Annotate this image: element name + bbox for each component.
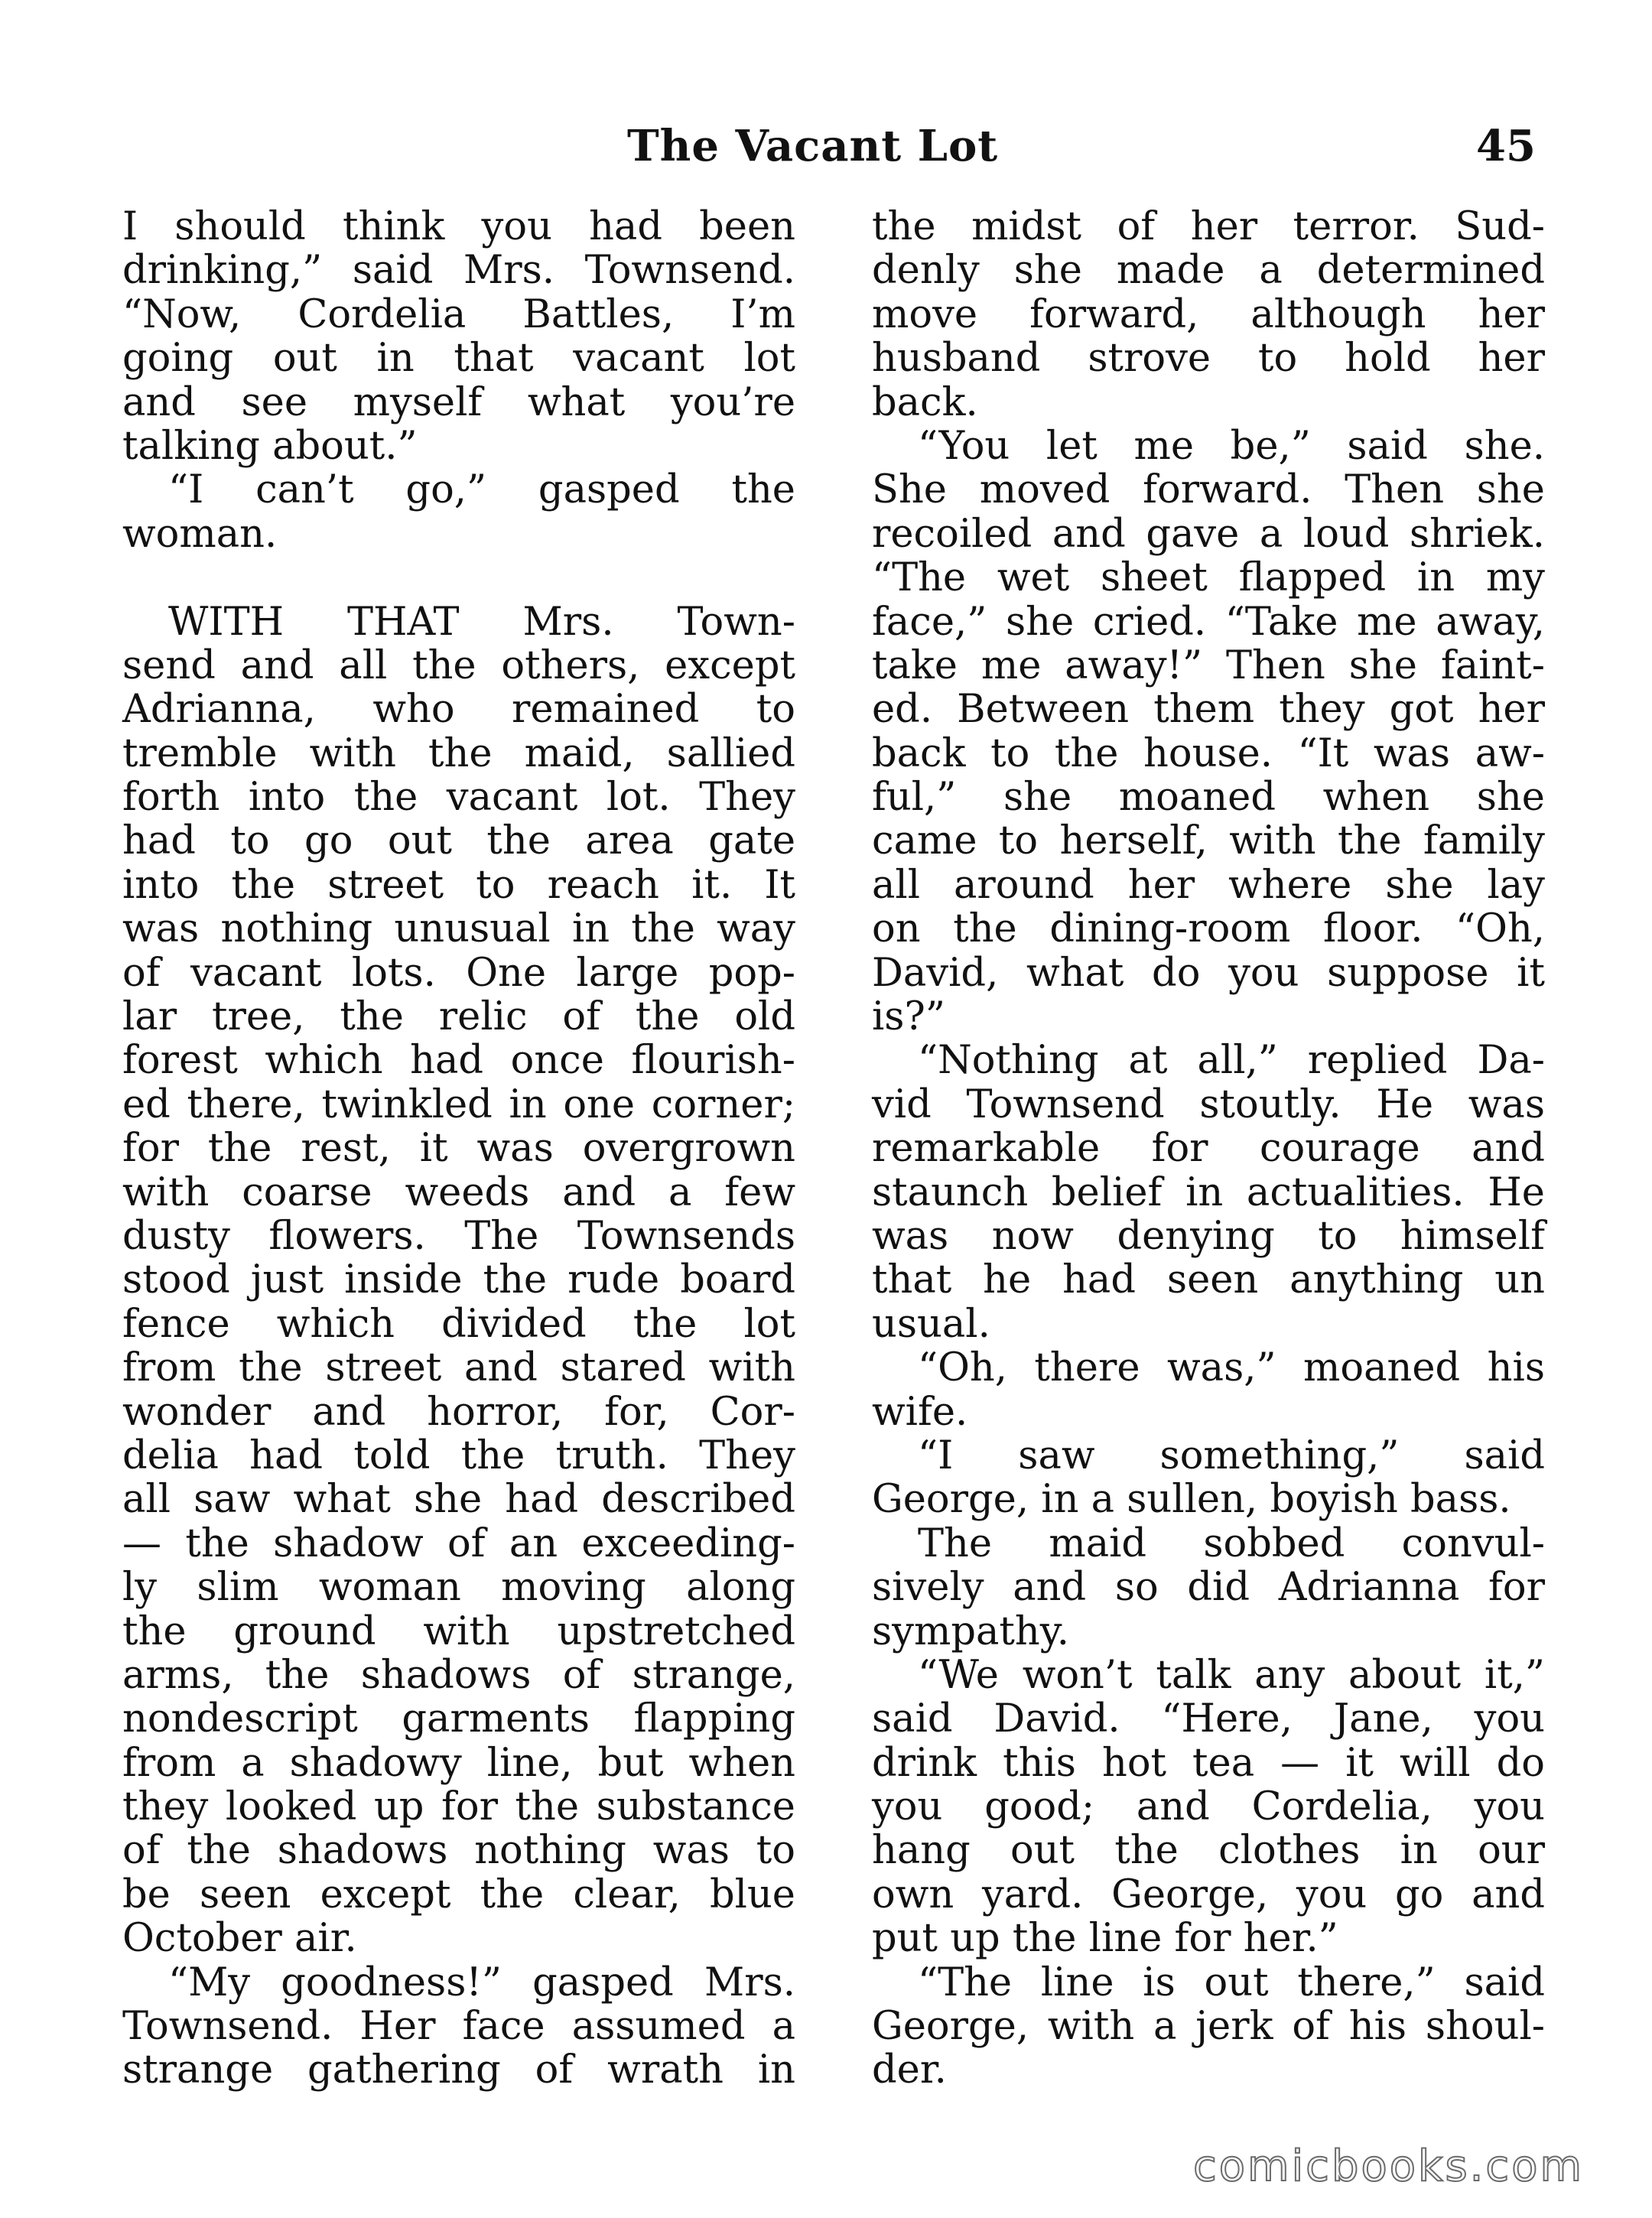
text-line: all saw what she had described xyxy=(122,1477,795,1523)
running-title: The Vacant Lot xyxy=(627,121,999,171)
text-line: drinking,” said Mrs. Townsend. xyxy=(122,248,795,294)
text-line: from a shadowy line, but when xyxy=(122,1740,795,1786)
text-line: from the street and stared with xyxy=(122,1345,795,1391)
text-line: talking about.” xyxy=(122,423,418,469)
text-line: you good; and Cordelia, you xyxy=(872,1784,1545,1830)
text-line: fence which divided the lot xyxy=(122,1301,795,1347)
text-line: wonder and horror, for, Cor- xyxy=(122,1389,795,1435)
text-line: the ground with upstretched xyxy=(122,1608,795,1654)
text-line: usual. xyxy=(872,1301,990,1347)
text-line: “Oh, there was,” moaned his xyxy=(918,1345,1545,1391)
text-line: George, with a jerk of his shoul- xyxy=(872,2004,1545,2050)
text-line: of vacant lots. One large pop- xyxy=(122,950,795,996)
text-line: face,” she cried. “Take me away, xyxy=(872,599,1545,645)
text-line: going out in that vacant lot xyxy=(122,336,795,382)
text-line: strange gathering of wrath in xyxy=(122,2047,795,2093)
text-line: October air. xyxy=(122,1916,357,1962)
text-line: recoiled and gave a loud shriek. xyxy=(872,511,1545,557)
text-line: forest which had once flourish- xyxy=(122,1038,795,1084)
left-text-column xyxy=(122,205,795,2093)
text-line: The maid sobbed convul- xyxy=(918,1520,1545,1566)
page-number: 45 xyxy=(1476,121,1536,171)
text-line: ed there, twinkled in one corner; xyxy=(122,1081,795,1127)
text-line: “Now, Cordelia Battles, I’m xyxy=(122,291,795,337)
text-line: sively and so did Adrianna for xyxy=(872,1565,1545,1611)
text-line: back to the house. “It was aw- xyxy=(872,730,1545,776)
text-line: had to go out the area gate xyxy=(122,818,795,864)
text-line: “I saw something,” said xyxy=(918,1433,1545,1478)
text-line: “The wet sheet flapped in my xyxy=(872,555,1545,601)
text-line: that he had seen anything un xyxy=(872,1257,1545,1303)
text-line: sympathy. xyxy=(872,1608,1069,1654)
right-text-column xyxy=(872,205,1545,2093)
text-line: back. xyxy=(872,379,978,425)
text-line: delia had told the truth. They xyxy=(122,1433,795,1478)
text-line: I should think you had been xyxy=(122,204,795,249)
text-line: ful,” she moaned when she xyxy=(872,775,1545,821)
text-line: for the rest, it was overgrown xyxy=(122,1126,795,1172)
text-line: tremble with the maid, sallied xyxy=(122,730,795,776)
text-line: was nothing unusual in the way xyxy=(122,906,795,952)
text-line: stood just inside the rude board xyxy=(122,1257,795,1303)
text-line: put up the line for her.” xyxy=(872,1916,1338,1962)
text-line: George, in a sullen, boyish bass. xyxy=(872,1477,1511,1523)
text-line: wife. xyxy=(872,1389,968,1435)
text-line: all around her where she lay xyxy=(872,862,1545,908)
text-line: lar tree, the relic of the old xyxy=(122,994,795,1040)
text-line: husband strove to hold her xyxy=(872,336,1545,382)
text-line: WITH THAT Mrs. Town- xyxy=(168,599,795,645)
text-line: take me away!” Then she faint- xyxy=(872,642,1545,688)
text-line: dusty flowers. The Townsends xyxy=(122,1213,795,1259)
text-line: is?” xyxy=(872,994,945,1040)
text-line: remarkable for courage and xyxy=(872,1126,1545,1172)
text-line: “You let me be,” said she. xyxy=(918,423,1545,469)
text-line: with coarse weeds and a few xyxy=(122,1169,795,1215)
text-line: into the street to reach it. It xyxy=(122,862,795,908)
watermark: comicbooks.com xyxy=(1193,2142,1585,2191)
text-line: they looked up for the substance xyxy=(122,1784,795,1830)
text-line: forth into the vacant lot. They xyxy=(122,775,795,821)
text-line: “We won’t talk any about it,” xyxy=(918,1652,1545,1698)
text-line: was now denying to himself xyxy=(872,1213,1545,1259)
text-line: der. xyxy=(872,2047,947,2093)
text-line: — the shadow of an exceeding- xyxy=(122,1520,795,1566)
text-line: of the shadows nothing was to xyxy=(122,1828,795,1874)
text-line: own yard. George, you go and xyxy=(872,1872,1545,1917)
text-line: woman. xyxy=(122,511,278,557)
text-line: said David. “Here, Jane, you xyxy=(872,1696,1545,1742)
text-line: denly she made a determined xyxy=(872,248,1545,294)
text-line: vid Townsend stoutly. He was xyxy=(872,1081,1545,1127)
text-line: “I can’t go,” gasped the xyxy=(168,467,795,513)
text-line: arms, the shadows of strange, xyxy=(122,1652,795,1698)
text-line: move forward, although her xyxy=(872,291,1545,337)
text-line: “The line is out there,” said xyxy=(918,1959,1545,2005)
text-line: ly slim woman moving along xyxy=(122,1565,795,1611)
text-line: “Nothing at all,” replied Da- xyxy=(918,1038,1545,1084)
text-line: nondescript garments flapping xyxy=(122,1696,795,1742)
text-line: the midst of her terror. Sud- xyxy=(872,204,1545,249)
text-line: ed. Between them they got her xyxy=(872,687,1545,733)
text-line: Townsend. Her face assumed a xyxy=(122,2004,795,2050)
text-line: Adrianna, who remained to xyxy=(122,687,795,733)
text-line: send and all the others, except xyxy=(122,642,795,688)
text-line: and see myself what you’re xyxy=(122,379,795,425)
text-line: David, what do you suppose it xyxy=(872,950,1545,996)
text-line: drink this hot tea — it will do xyxy=(872,1740,1545,1786)
text-line: She moved forward. Then she xyxy=(872,467,1545,513)
text-line: came to herself, with the family xyxy=(872,818,1545,864)
running-head xyxy=(0,115,1652,184)
text-line: on the dining-room floor. “Oh, xyxy=(872,906,1545,952)
text-line: staunch belief in actualities. He xyxy=(872,1169,1545,1215)
text-line: hang out the clothes in our xyxy=(872,1828,1545,1874)
text-line: “My goodness!” gasped Mrs. xyxy=(168,1959,795,2005)
paragraph-gap xyxy=(122,556,795,600)
text-line: be seen except the clear, blue xyxy=(122,1872,795,1917)
